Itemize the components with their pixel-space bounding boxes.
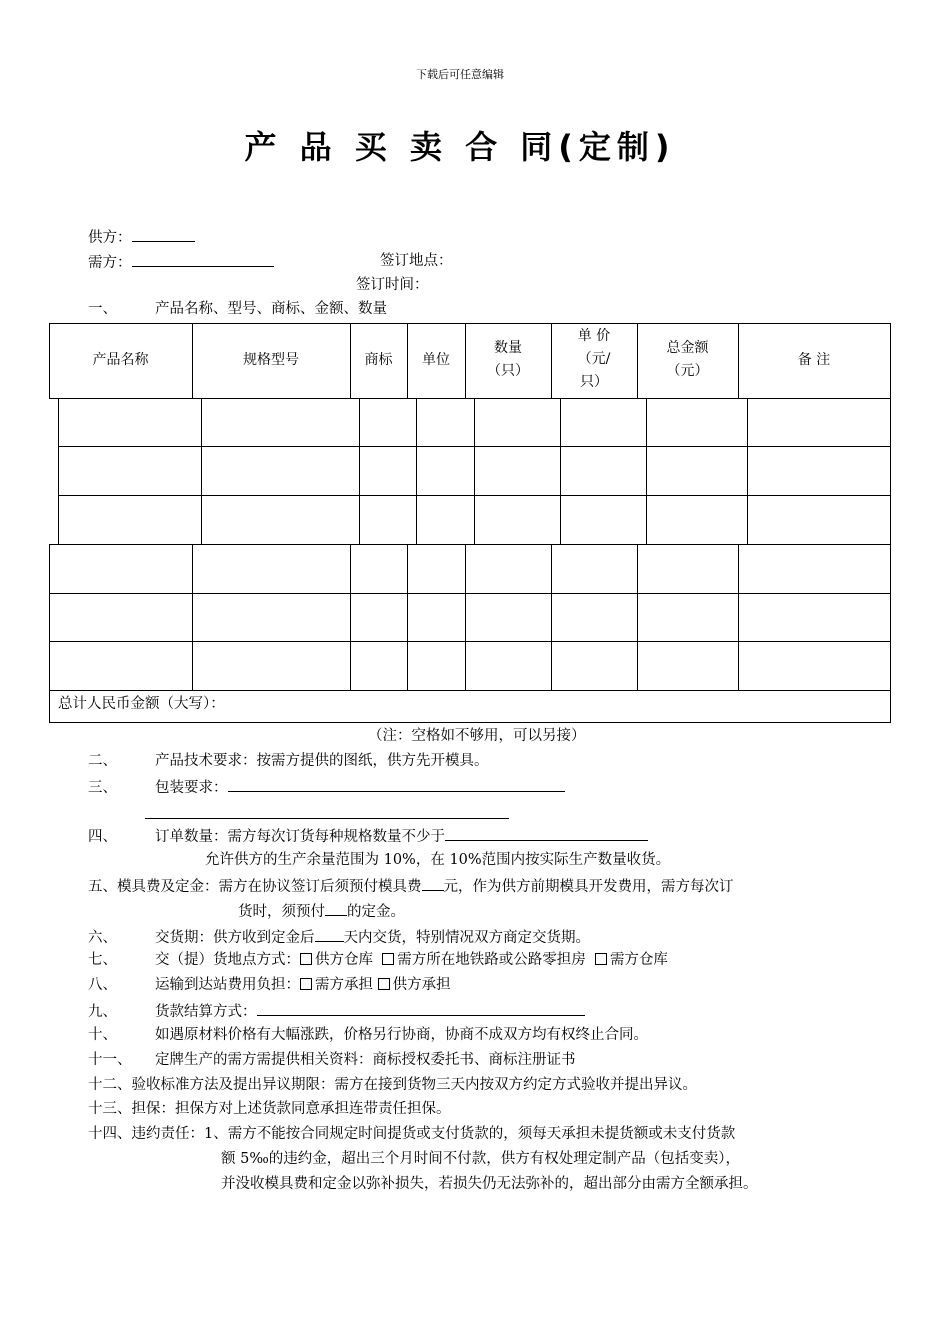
header-trademark: 商标 (364, 352, 393, 368)
header-quantity: 数量 （只） (487, 340, 529, 379)
payment-method-blank[interactable] (257, 1003, 585, 1016)
clause-5-line2: 货时，须预付 的定金。 (238, 904, 405, 920)
table-row-group-1[interactable] (59, 399, 890, 544)
header-note: 下载后可任意编辑 (416, 68, 504, 81)
clause-14-line2: 额 5‰的违约金，超出三个月时间不付款，供方有权处理定制产品（包括变卖）， (221, 1151, 741, 1167)
header-remarks: 备 注 (797, 352, 831, 368)
clause-10: 十、 如遇原材料价格有大幅涨跌，价格另行协商，协商不成双方均有权终止合同。 (88, 1027, 648, 1043)
supplier-line (88, 229, 195, 246)
header-product-name: 产品名称 (92, 352, 149, 368)
sign-time-label: 签订时间： (356, 277, 429, 293)
document-title: 产 品 买 卖 合 同(定制) (244, 128, 676, 166)
order-quantity-blank[interactable] (445, 828, 648, 841)
clause-3: 三、 包装要求： (88, 779, 565, 796)
buyer-line (88, 254, 274, 271)
header-total-amount: 总金额 （元） (666, 340, 709, 379)
checkbox-supplier-bears[interactable] (378, 978, 390, 990)
checkbox-supplier-warehouse[interactable] (300, 953, 312, 965)
packaging-blank[interactable] (228, 779, 565, 792)
section-1-text: 产品名称、型号、商标、金额、数量 (155, 301, 387, 317)
clause-13: 十三、担保：担保方对上述货款同意承担连带责任担保。 (88, 1101, 451, 1117)
clause-5: 五、模具费及定金：需方在协议签订后须预付模具费 元，作为供方前期模具开发费用，需方每次订 (88, 879, 734, 895)
supplier-blank[interactable] (132, 229, 195, 242)
clause-11: 十一、 定牌生产的需方需提供相关资料：商标授权委托书、商标注册证书 (88, 1052, 576, 1068)
buyer-blank[interactable] (132, 254, 274, 267)
clause-8: 八、 运输到达站费用负担： 需方承担 供方承担 (88, 977, 451, 993)
deposit-blank[interactable] (325, 903, 347, 916)
section-1-number: 一、 (88, 301, 117, 317)
buyer-label: 需方： (88, 255, 132, 271)
checkbox-buyer-rail-road[interactable] (382, 953, 394, 965)
supplier-label: 供方： (88, 230, 132, 246)
clause-9: 九、 货款结算方式： (88, 1003, 585, 1020)
header-unit-price: 单 价 （元/ 只） (577, 328, 611, 390)
checkbox-buyer-warehouse[interactable] (595, 953, 607, 965)
clause-4-line2: 允许供方的生产余量范围为 10%，在 10%范围内按实际生产数量收货。 (205, 852, 671, 868)
clause-14: 十四、违约责任：1、需方不能按合同规定时间提货或支付货款的，须每天承担未提货额或未支付货款 (88, 1126, 736, 1142)
checkbox-buyer-bears[interactable] (300, 978, 312, 990)
packaging-blank-2[interactable] (145, 818, 509, 819)
clause-14-line3: 并没收模具费和定金以弥补损失，若损失仍无法弥补的，超出部分由需方全额承担。 (221, 1176, 758, 1192)
header-unit: 单位 (422, 352, 450, 368)
clause-12: 十二、验收标准方法及提出异议期限：需方在接到货物三天内按双方约定方式验收并提出异议。 (88, 1077, 697, 1093)
sign-place-label: 签订地点： (380, 253, 453, 269)
total-amount-label: 总计人民币金额（大写）： (58, 696, 225, 712)
header-spec-model: 规格型号 (243, 352, 299, 368)
clause-7: 七、 交（提）货地点方式： 供方仓库 需方所在地铁路或公路零担房 需方仓库 (88, 952, 668, 968)
clause-2: 二、 产品技术要求：按需方提供的图纸，供方先开模具。 (88, 753, 489, 769)
table-note: （注：空格如不够用，可以另接） (368, 728, 586, 744)
mold-fee-blank[interactable] (422, 878, 444, 891)
section-1 (88, 302, 387, 317)
clause-6: 六、 交货期：供方收到定金后 天内交货，特别情况双方商定交货期。 (88, 930, 590, 946)
clause-4: 四、 订单数量：需方每次订货每种规格数量不少于 (88, 828, 648, 845)
delivery-days-blank[interactable] (315, 929, 344, 942)
table-row-group-2[interactable] (50, 545, 890, 690)
